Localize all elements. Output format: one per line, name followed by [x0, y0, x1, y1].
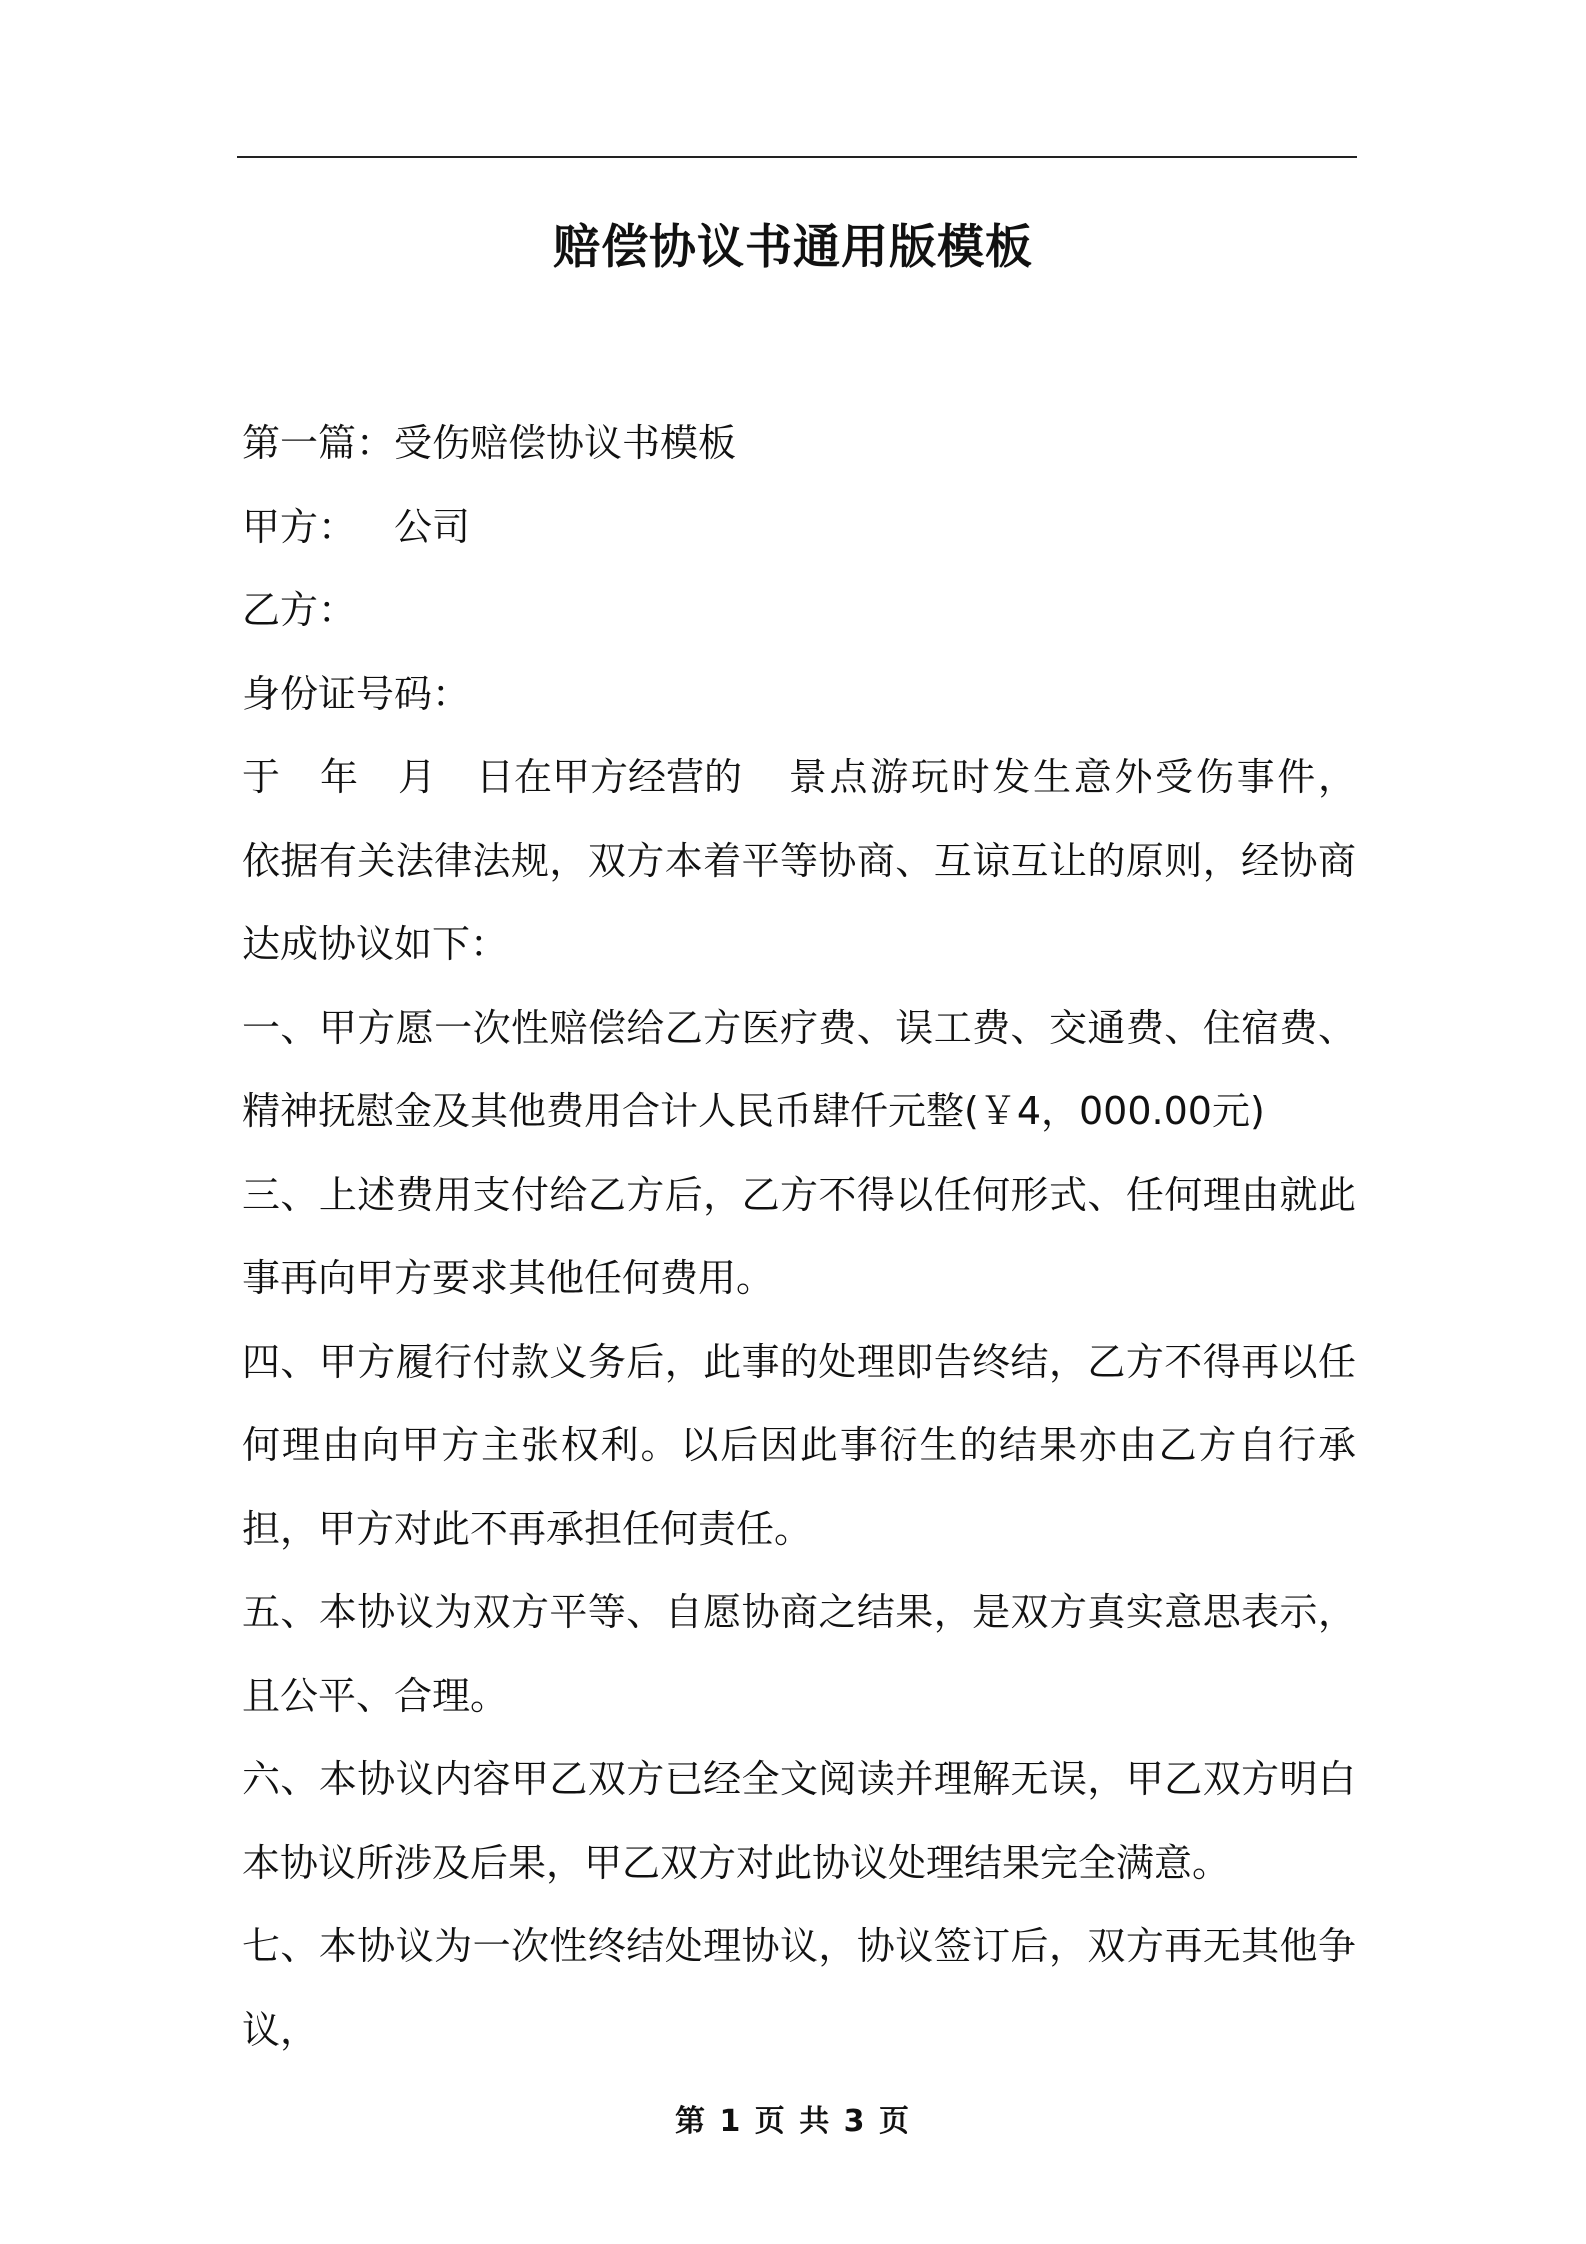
page-number-footer: 第 1 页 共 3 页 [675, 2104, 911, 2139]
id-number-line: 身份证号码： [242, 671, 471, 716]
intro-yue: 月 [398, 755, 437, 799]
clause-3: 三、上述费用支付给乙方后，乙方不得以任何形式、任何理由就此事再向甲方要求其他任何费用。 [242, 1172, 1356, 1300]
document-title: 赔偿协议书通用版模板 [553, 220, 1033, 275]
clause-7: 七、本协议为一次性终结处理协议，协议签订后，双方再无其他争议， [242, 1924, 1356, 2052]
party-b-line: 乙方： [242, 588, 357, 632]
party-a-label: 甲方： [242, 504, 357, 549]
party-a-value: 公司 [394, 504, 471, 549]
intro-yu: 于 [242, 755, 281, 799]
party-a-line [242, 486, 1356, 570]
intro-rest: 景点游玩时发生意外受伤事件，依据有关法律法规，双方本着平等协商、互谅互让的原则，经协商达成协议如下： [242, 755, 1356, 966]
intro-nian: 年 [320, 755, 359, 799]
clause-1: 一、甲方愿一次性赔偿给乙方医疗费、误工费、交通费、住宿费、精神抚慰金及其他费用合计人民币肆仟元整(￥4，000.00元) [242, 1005, 1356, 1133]
intro-paragraph [242, 736, 1356, 987]
document-body [242, 402, 1356, 2072]
intro-ri-text: 日在甲方经营的 [476, 755, 743, 799]
section-heading: 第一篇：受伤赔偿协议书模板 [242, 421, 737, 465]
clause-4: 四、甲方履行付款义务后，此事的处理即告终结，乙方不得再以任何理由向甲方主张权利。以后因此事衍生的结果亦由乙方自行承担，甲方对此不再承担任何责任。 [242, 1339, 1356, 1551]
header-divider [237, 156, 1357, 158]
clause-6: 六、本协议内容甲乙双方已经全文阅读并理解无误，甲乙双方明白本协议所涉及后果，甲乙双方对此协议处理结果完全满意。 [242, 1757, 1356, 1885]
clause-5: 五、本协议为双方平等、自愿协商之结果，是双方真实意思表示，且公平、合理。 [242, 1590, 1356, 1718]
